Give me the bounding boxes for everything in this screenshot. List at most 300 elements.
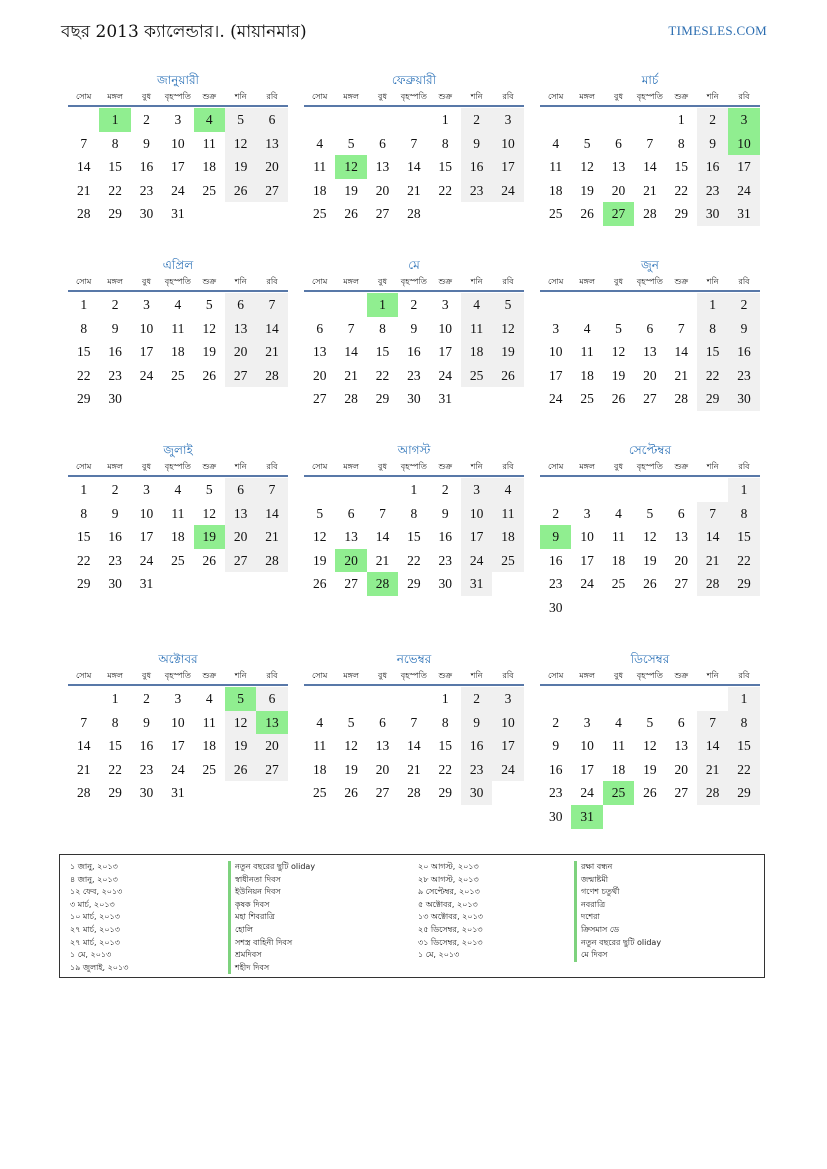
day-grid	[304, 293, 524, 411]
day-cell: 30	[139, 206, 154, 222]
holiday-date: ৯ সেপ্টেম্বর, ২০১৩	[418, 887, 480, 897]
day-cell: 12	[643, 529, 657, 545]
month-name: আগস্ট	[397, 443, 431, 457]
weekday-label: রবি	[266, 92, 278, 101]
day-cell: 31	[171, 206, 185, 222]
day-cell: 16	[438, 529, 452, 545]
holiday-name: নতুন বছরের ছুটি oliday	[228, 861, 315, 874]
day-cell: 14	[76, 159, 91, 175]
weekday-label: সোম	[312, 92, 328, 101]
day-cell: 28	[674, 391, 688, 407]
day-cell: 8	[80, 505, 88, 521]
day-cell: 10	[580, 738, 594, 754]
weekday-label: রবি	[266, 462, 278, 471]
day-cell: 7	[379, 505, 386, 521]
day-cell: 9	[461, 132, 492, 156]
day-cell: 31	[171, 785, 185, 801]
empty-day	[68, 108, 99, 132]
day-grid	[68, 687, 288, 805]
weekday-label: মঙ্গল	[343, 671, 359, 680]
empty-day	[398, 687, 429, 711]
empty-day	[68, 687, 99, 711]
day-cell: 4	[492, 478, 523, 502]
weekday-label: মঙ্গল	[579, 277, 595, 286]
day-cell: 21	[344, 367, 358, 383]
empty-day	[571, 478, 602, 502]
day-cell: 24	[171, 761, 185, 777]
day-cell: 4	[174, 482, 182, 497]
weekday-label: শুক্র	[202, 92, 217, 101]
holiday-name: মহা শিবরাত্রি	[228, 911, 315, 924]
day-cell: 30	[108, 391, 122, 407]
site-link[interactable]: TIMESLES.COM	[668, 23, 767, 38]
day-cell: 19	[492, 340, 523, 364]
day-cell: 15	[697, 340, 728, 364]
day-cell: 29	[674, 206, 688, 222]
day-cell: 19	[344, 761, 358, 777]
month-calendar	[540, 651, 760, 829]
day-cell: 26	[202, 367, 216, 383]
day-cell: 16	[461, 734, 492, 758]
day-cell: 14	[643, 159, 657, 175]
holiday-date: ২৮ আগস্ট, ২০১৩	[418, 874, 479, 884]
day-cell: 16	[139, 159, 154, 175]
day-cell: 15	[76, 529, 91, 545]
day-cell: 13	[674, 529, 688, 545]
day-cell: 2	[552, 505, 560, 521]
weekday-label: বৃহস্পতি	[400, 277, 427, 286]
month-name: এপ্রিল	[162, 258, 194, 272]
holiday-name: সশস্ত্র বাহিনী দিবস	[228, 937, 315, 950]
day-cell: 29	[697, 387, 728, 411]
day-cell: 3	[461, 478, 492, 502]
day-cell: 30	[108, 576, 122, 592]
empty-day	[335, 478, 366, 502]
day-cell: 7	[697, 502, 728, 526]
day-cell: 18	[202, 159, 216, 175]
day-cell: 12	[202, 320, 216, 336]
holiday-day: 28	[367, 572, 398, 596]
day-cell: 21	[76, 182, 91, 198]
day-cell: 19	[643, 761, 657, 777]
weekday-label: শনি	[470, 462, 483, 471]
day-cell: 5	[646, 505, 654, 521]
day-cell: 14	[407, 738, 421, 754]
day-cell: 17	[171, 738, 185, 754]
day-cell: 13	[256, 132, 287, 156]
day-cell: 4	[174, 297, 182, 312]
holiday-day: 31	[571, 805, 602, 829]
day-cell: 5	[347, 135, 355, 151]
day-cell: 1	[80, 297, 88, 312]
month-calendar	[304, 442, 524, 596]
weekday-header	[540, 89, 760, 107]
weekday-label: বুধ	[378, 671, 387, 680]
day-cell: 5	[205, 482, 213, 497]
day-cell: 23	[548, 785, 563, 801]
day-cell: 18	[492, 525, 523, 549]
day-cell: 9	[111, 320, 119, 336]
day-cell: 24	[139, 552, 154, 568]
day-cell: 8	[728, 502, 759, 526]
weekday-label: শুক্র	[202, 671, 217, 680]
weekday-header	[68, 668, 288, 686]
day-cell: 10	[548, 344, 563, 360]
day-cell: 14	[697, 734, 728, 758]
day-cell: 4	[552, 135, 560, 151]
day-cell: 2	[111, 297, 119, 312]
day-cell: 26	[611, 391, 626, 407]
day-cell: 7	[347, 320, 355, 336]
day-cell: 10	[139, 320, 154, 336]
day-cell: 26	[344, 785, 358, 801]
day-cell: 3	[174, 112, 182, 127]
day-cell: 28	[643, 206, 657, 222]
day-cell: 2	[441, 482, 449, 497]
day-cell: 6	[379, 135, 386, 151]
day-cell: 31	[728, 202, 759, 226]
day-cell: 19	[344, 182, 358, 198]
day-cell: 24	[728, 179, 759, 203]
weekday-label: রবি	[502, 671, 514, 680]
weekday-label: বুধ	[378, 92, 387, 101]
day-cell: 11	[611, 529, 625, 545]
day-cell: 28	[344, 391, 358, 407]
legend-right-names	[574, 861, 661, 962]
weekday-label: বৃহস্পতি	[164, 92, 191, 101]
day-cell: 17	[461, 525, 492, 549]
day-cell: 20	[375, 761, 390, 777]
day-cell: 5	[347, 714, 355, 730]
day-cell: 20	[674, 552, 688, 568]
day-cell: 29	[438, 785, 452, 801]
day-cell: 16	[548, 552, 563, 568]
holiday-date: ২৫ ডিসেম্বর, ২০১৩	[418, 924, 483, 934]
month-calendar	[304, 72, 524, 226]
day-cell: 5	[316, 505, 324, 521]
day-cell: 10	[580, 529, 594, 545]
day-cell: 10	[171, 135, 185, 151]
day-cell: 28	[76, 785, 91, 801]
weekday-label: শনি	[706, 92, 719, 101]
day-cell: 2	[143, 691, 150, 706]
holiday-name: মে দিবস	[574, 949, 661, 962]
weekday-label: রবি	[738, 277, 750, 286]
day-cell: 24	[139, 367, 154, 383]
day-cell: 15	[108, 738, 122, 754]
day-cell: 29	[76, 391, 91, 407]
day-cell: 22	[108, 182, 122, 198]
day-cell: 4	[205, 691, 213, 706]
day-cell: 28	[256, 549, 287, 573]
day-cell: 25	[461, 364, 492, 388]
weekday-label: বৃহস্পতি	[636, 671, 663, 680]
weekday-label: শনি	[234, 462, 247, 471]
day-cell: 9	[410, 320, 418, 336]
weekday-label: বুধ	[142, 671, 151, 680]
day-cell: 3	[583, 505, 591, 521]
day-cell: 8	[728, 711, 759, 735]
weekday-label: শনি	[470, 277, 483, 286]
weekday-label: মঙ্গল	[107, 277, 123, 286]
day-cell: 26	[202, 552, 216, 568]
weekday-label: শনি	[234, 277, 247, 286]
day-cell: 8	[677, 135, 685, 151]
day-cell: 17	[438, 344, 452, 360]
holiday-date: ২৭ মার্চ, ২০১৩	[70, 937, 120, 947]
weekday-label: বুধ	[142, 277, 151, 286]
day-cell: 6	[316, 320, 324, 336]
day-cell: 31	[139, 576, 154, 592]
weekday-header	[68, 459, 288, 477]
weekday-label: শনি	[706, 277, 719, 286]
day-cell: 16	[108, 344, 122, 360]
month-calendar	[540, 257, 760, 411]
day-cell: 11	[171, 320, 185, 336]
day-cell: 16	[461, 155, 492, 179]
weekday-label: মঙ্গল	[579, 671, 595, 680]
day-cell: 12	[611, 344, 626, 360]
holiday-date: ৩ মার্চ, ২০১৩	[70, 899, 115, 909]
month-calendar	[540, 442, 760, 620]
day-cell: 5	[225, 108, 256, 132]
day-cell: 24	[492, 758, 523, 782]
day-cell: 13	[375, 738, 390, 754]
legend-left-dates	[70, 861, 128, 974]
weekday-header	[304, 274, 524, 292]
day-cell: 30	[461, 781, 492, 805]
holiday-name: কৃষক দিবস	[228, 899, 315, 912]
day-cell: 24	[492, 179, 523, 203]
day-cell: 1	[111, 691, 119, 706]
weekday-label: বুধ	[614, 92, 623, 101]
day-cell: 3	[143, 482, 150, 497]
day-cell: 19	[225, 155, 256, 179]
day-cell: 20	[256, 734, 287, 758]
day-cell: 22	[728, 549, 759, 573]
holiday-date: ১ জানু, ২০১৩	[70, 862, 118, 871]
day-cell: 25	[202, 182, 216, 198]
day-cell: 27	[375, 206, 390, 222]
day-cell: 16	[697, 155, 728, 179]
day-cell: 21	[407, 182, 421, 198]
day-cell: 23	[108, 552, 122, 568]
holiday-date: ১ মে, ২০১৩	[418, 950, 460, 960]
day-cell: 30	[697, 202, 728, 226]
day-cell: 26	[225, 179, 256, 203]
day-cell: 26	[580, 206, 594, 222]
month-calendar	[68, 257, 288, 411]
weekday-label: মঙ্গল	[343, 277, 359, 286]
weekday-label: রবি	[502, 277, 514, 286]
weekday-label: শনি	[234, 671, 247, 680]
day-cell: 20	[611, 182, 626, 198]
day-cell: 7	[410, 135, 418, 151]
day-cell: 27	[256, 179, 287, 203]
day-cell: 15	[438, 738, 452, 754]
weekday-label: সোম	[76, 92, 92, 101]
day-cell: 10	[139, 505, 154, 521]
day-cell: 12	[344, 738, 358, 754]
empty-day	[304, 293, 335, 317]
day-cell: 18	[171, 344, 185, 360]
day-cell: 2	[410, 297, 418, 312]
empty-day	[540, 108, 571, 132]
day-cell: 20	[225, 340, 256, 364]
day-cell: 17	[171, 159, 185, 175]
holiday-name: স্বাধীনতা দিবস	[228, 874, 315, 887]
month-name: ডিসেম্বর	[630, 652, 670, 666]
weekday-label: সোম	[76, 671, 92, 680]
day-cell: 18	[580, 367, 594, 383]
weekday-label: মঙ্গল	[343, 92, 359, 101]
day-cell: 25	[312, 785, 327, 801]
empty-day	[697, 478, 728, 502]
empty-day	[540, 687, 571, 711]
day-cell: 24	[438, 367, 452, 383]
month-name: জুন	[641, 258, 659, 272]
day-cell: 11	[171, 505, 185, 521]
day-cell: 6	[225, 478, 256, 502]
weekday-label: সোম	[548, 671, 564, 680]
day-cell: 13	[674, 738, 688, 754]
month-calendar	[68, 442, 288, 596]
empty-day	[666, 478, 697, 502]
day-cell: 1	[441, 691, 449, 706]
day-cell: 16	[548, 761, 563, 777]
day-cell: 19	[580, 182, 594, 198]
holiday-date: ১০ মার্চ, ২০১৩	[70, 912, 120, 922]
day-cell: 18	[611, 552, 626, 568]
day-cell: 2	[461, 687, 492, 711]
day-cell: 24	[461, 549, 492, 573]
day-cell: 20	[256, 155, 287, 179]
empty-day	[666, 293, 697, 317]
day-cell: 19	[225, 734, 256, 758]
day-cell: 17	[548, 367, 563, 383]
weekday-label: শনি	[706, 462, 719, 471]
day-cell: 15	[674, 159, 688, 175]
day-cell: 21	[256, 340, 287, 364]
holiday-day: 5	[225, 687, 256, 711]
day-cell: 22	[108, 761, 122, 777]
holiday-day: 1	[367, 293, 398, 317]
weekday-header	[304, 459, 524, 477]
day-cell: 11	[313, 738, 327, 754]
day-cell: 23	[108, 367, 122, 383]
day-cell: 2	[111, 482, 119, 497]
day-cell: 14	[407, 159, 421, 175]
holiday-date: ৪ জানু, ২০১৩	[70, 874, 118, 884]
day-cell: 18	[202, 738, 216, 754]
weekday-label: সোম	[548, 462, 564, 471]
page-title: বছর 2013 ক্যালেন্ডার।. (মায়ানমার)	[61, 22, 307, 42]
day-cell: 7	[256, 478, 287, 502]
day-cell: 19	[611, 367, 626, 383]
day-cell: 17	[580, 552, 594, 568]
day-cell: 15	[728, 525, 759, 549]
empty-day	[603, 687, 634, 711]
day-cell: 17	[580, 761, 594, 777]
weekday-label: বৃহস্পতি	[400, 462, 427, 471]
weekday-label: বুধ	[614, 671, 623, 680]
weekday-header	[540, 459, 760, 477]
day-cell: 5	[615, 320, 622, 336]
day-cell: 13	[344, 529, 358, 545]
day-cell: 24	[580, 785, 594, 801]
day-cell: 29	[108, 206, 122, 222]
weekday-header	[304, 89, 524, 107]
day-cell: 22	[438, 761, 452, 777]
empty-day	[603, 478, 634, 502]
day-cell: 8	[441, 135, 449, 151]
day-cell: 16	[728, 340, 759, 364]
holiday-day: 10	[728, 132, 759, 156]
empty-day	[335, 687, 366, 711]
day-cell: 17	[139, 344, 154, 360]
day-cell: 27	[674, 576, 688, 592]
day-cell: 3	[441, 297, 449, 312]
day-cell: 10	[171, 714, 185, 730]
day-cell: 25	[171, 367, 185, 383]
day-cell: 30	[438, 576, 452, 592]
weekday-label: শনি	[234, 92, 247, 101]
empty-day	[634, 478, 665, 502]
weekday-label: শুক্র	[674, 671, 689, 680]
empty-day	[540, 293, 571, 317]
day-cell: 23	[139, 182, 154, 198]
holiday-date: ১৯ জুলাই, ২০১৩	[70, 962, 129, 972]
day-cell: 22	[697, 364, 728, 388]
month-calendar	[304, 257, 524, 411]
day-cell: 12	[580, 159, 594, 175]
day-cell: 27	[225, 364, 256, 388]
holiday-name: নবরাত্রি	[574, 899, 661, 912]
day-cell: 15	[108, 159, 122, 175]
day-cell: 11	[202, 135, 216, 151]
day-grid	[68, 108, 288, 226]
day-cell: 23	[407, 367, 421, 383]
day-cell: 24	[171, 182, 185, 198]
weekday-label: সোম	[548, 277, 564, 286]
day-cell: 27	[256, 758, 287, 782]
weekday-label: রবি	[738, 671, 750, 680]
weekday-label: বুধ	[142, 92, 151, 101]
empty-day	[634, 687, 665, 711]
day-cell: 12	[312, 529, 327, 545]
day-cell: 24	[548, 391, 563, 407]
weekday-label: বুধ	[614, 277, 623, 286]
day-cell: 28	[256, 364, 287, 388]
holiday-date: ১ মে, ২০১৩	[70, 950, 112, 960]
day-cell: 11	[580, 344, 594, 360]
day-cell: 11	[202, 714, 216, 730]
holiday-day: 27	[603, 202, 634, 226]
weekday-label: সোম	[312, 462, 328, 471]
day-cell: 1	[677, 112, 685, 127]
day-cell: 5	[205, 297, 213, 312]
day-cell: 26	[312, 576, 327, 592]
weekday-label: বৃহস্পতি	[164, 671, 191, 680]
day-cell: 21	[674, 367, 688, 383]
day-cell: 3	[492, 108, 523, 132]
day-cell: 28	[76, 206, 91, 222]
weekday-label: রবি	[266, 671, 278, 680]
month-calendar	[540, 72, 760, 226]
day-cell: 8	[410, 505, 418, 521]
day-cell: 6	[646, 320, 654, 336]
day-cell: 26	[643, 576, 657, 592]
